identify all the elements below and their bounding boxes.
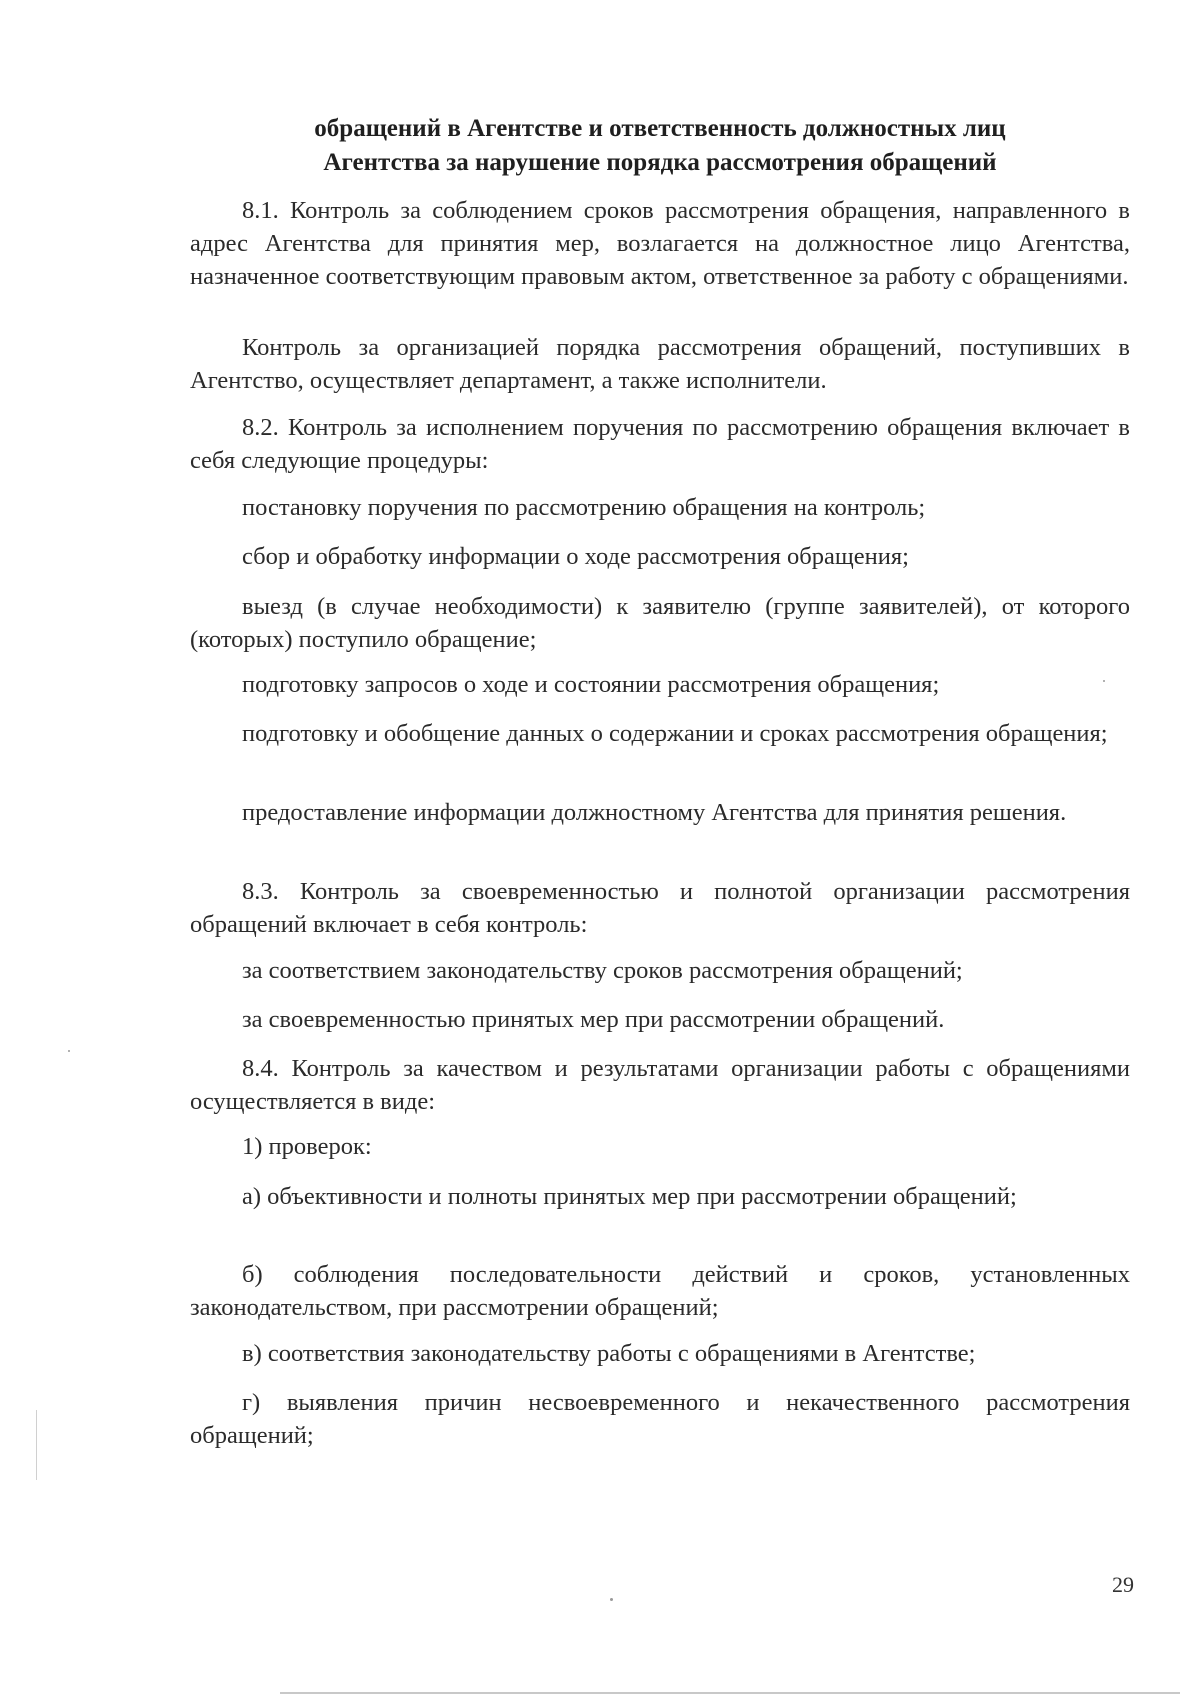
list-item-procedure-3: выезд (в случае необходимости) к заявителю (группе заявителей), от которого (которых) поступило обращение; [190, 593, 1130, 653]
paragraph-8-2: 8.2. Контроль за исполнением поручения по рассмотрению обращения включает в себя следующие процедуры: [190, 414, 1130, 474]
scan-bottom-line [280, 1692, 1180, 1694]
page-number: 29 [1112, 1572, 1134, 1597]
scan-edge-mark [36, 1410, 37, 1480]
paragraph-8-1: 8.1. Контроль за соблюдением сроков рассмотрения обращения, направленного в адрес Агентства для принятия мер, возлагается на должностное лицо Агентства, назначенное соответствующим правовым актом, ответственное за работу с обращениями. [190, 197, 1130, 290]
list-item-control-1: за соответствием законодательству сроков рассмотрения обращений; [242, 957, 963, 984]
list-item-check-g: г) выявления причин несвоевременного и некачественного рассмотрения обращений; [190, 1389, 1130, 1449]
list-item-checks: 1) проверок: [242, 1133, 372, 1160]
scan-speck [1103, 680, 1105, 682]
list-item-control-2: за своевременностью принятых мер при рассмотрении обращений. [242, 1006, 945, 1033]
paragraph-8-3: 8.3. Контроль за своевременностью и полнотой организации рассмотрения обращений включает в себя контроль: [190, 878, 1130, 938]
section-heading [180, 112, 1140, 180]
list-item-procedure-1: постановку поручения по рассмотрению обращения на контроль; [242, 494, 926, 521]
scan-speck [68, 1050, 70, 1052]
list-item-procedure-2: сбор и обработку информации о ходе рассмотрения обращения; [242, 543, 909, 570]
list-item-procedure-5: подготовку и обобщение данных о содержании и сроках рассмотрения обращения; [242, 720, 1108, 747]
paragraph-8-4: 8.4. Контроль за качеством и результатами организации работы с обращениями осуществляется в виде: [190, 1055, 1130, 1115]
list-item-check-b: б) соблюдения последовательности действий и сроков, установленных законодательством, при рассмотрении обращений; [190, 1261, 1130, 1321]
heading-line-1: обращений в Агентстве и ответственность должностных лиц [314, 115, 1006, 142]
scan-speck [610, 1598, 613, 1601]
list-item-check-v: в) соответствия законодательству работы с обращениями в Агентстве; [242, 1340, 976, 1367]
heading-line-2: Агентства за нарушение порядка рассмотрения обращений [323, 149, 997, 176]
list-item-procedure-4: подготовку запросов о ходе и состоянии рассмотрения обращения; [242, 671, 940, 698]
list-item-procedure-6: предоставление информации должностному Агентства для принятия решения. [242, 799, 1067, 826]
paragraph-control-organization: Контроль за организацией порядка рассмотрения обращений, поступивших в Агентство, осуществляет департамент, а также исполнители. [190, 334, 1130, 394]
list-item-check-a: а) объективности и полноты принятых мер при рассмотрении обращений; [242, 1183, 1017, 1210]
